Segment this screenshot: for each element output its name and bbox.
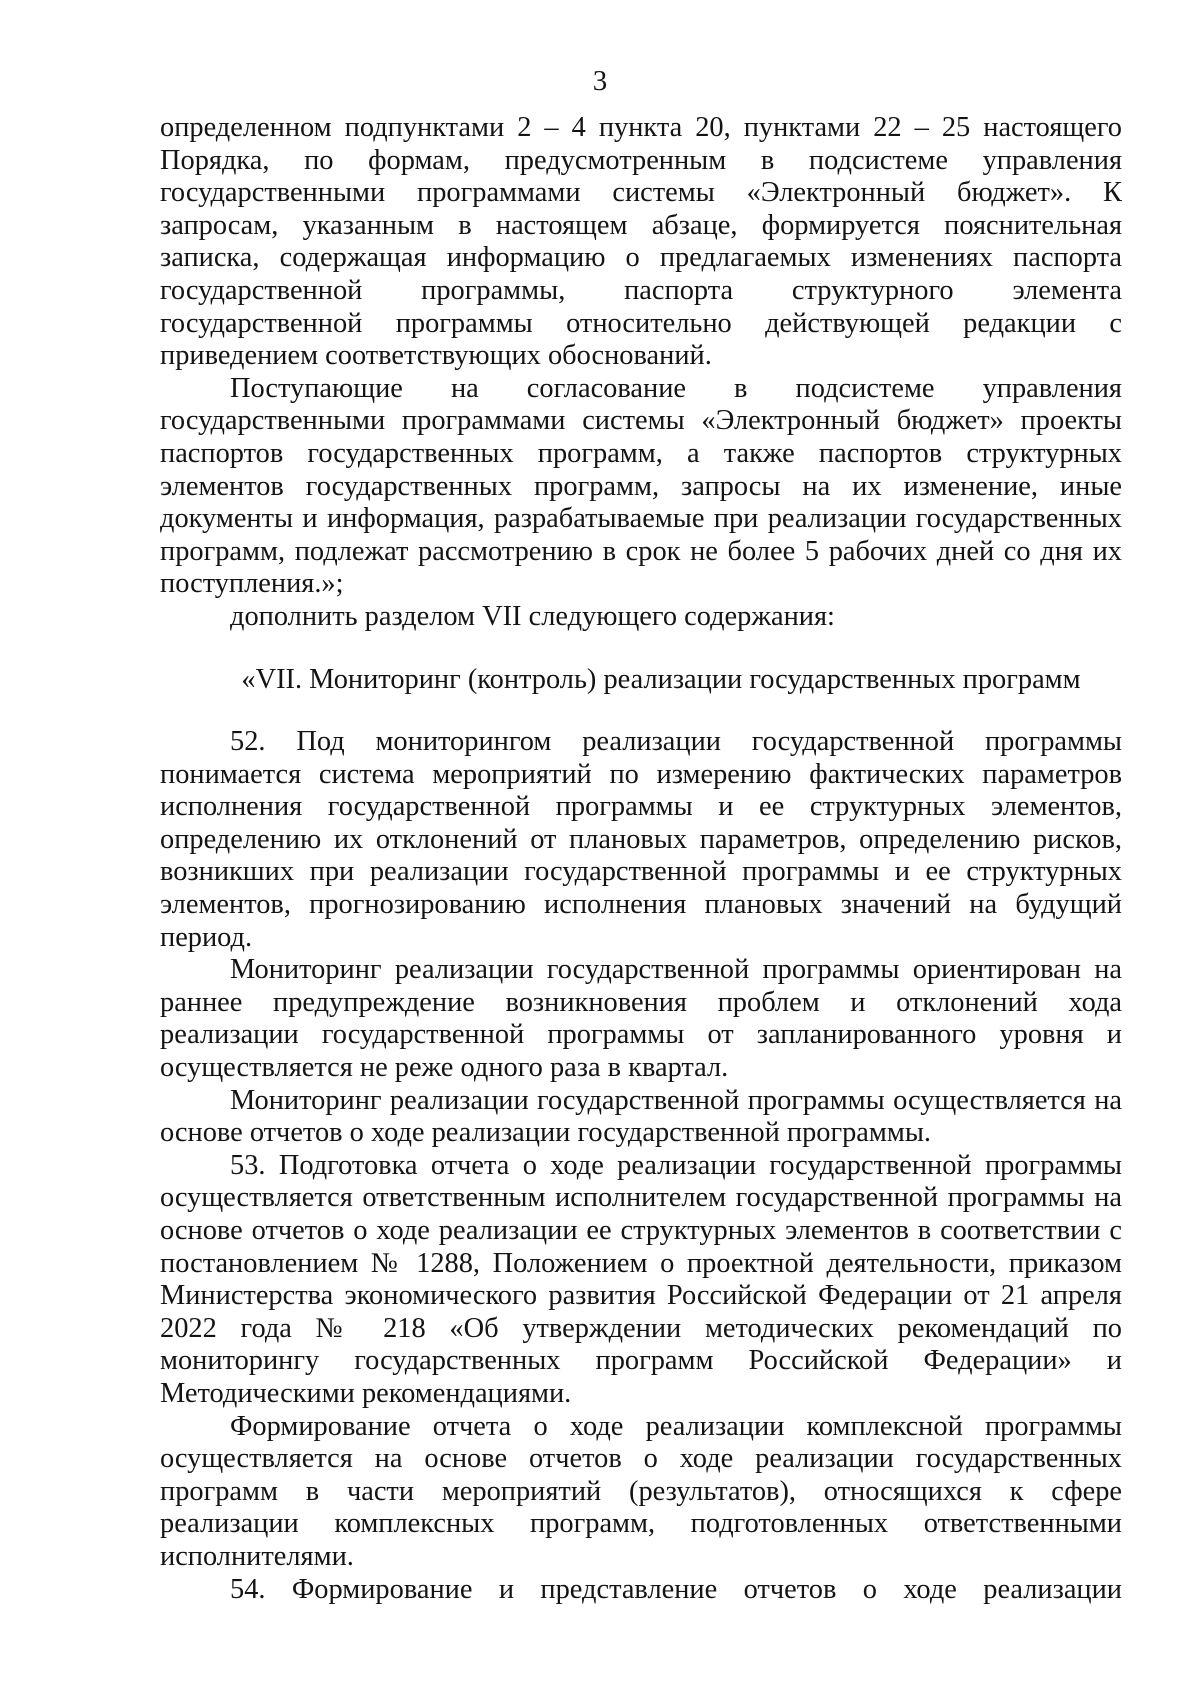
paragraph-53: 53. Подготовка отчета о ходе реализации государственной программы осуществляется ответственным исполнителем государственной программы на основе отчетов о ходе реализации ее структурных элементов в соответствии с постановлением № 1288, Положением о проектной деятельности, приказом Министерства экономического развития Российской Федерации от 21 апреля 2022 года № 218 «Об утверждении методических рекомендаций по мониторингу государственных программ Российской Федерации» и Методическими рекомендациями.: [160, 1149, 1122, 1409]
paragraph-add-section: дополнить разделом VII следующего содержания:: [230, 600, 835, 632]
page-number: 3: [592, 65, 608, 97]
paragraph-monitoring-oriented: Мониторинг реализации государственной программы ориентирован на раннее предупреждение возникновения проблем и отклонений хода реализации государственной программы от запланированного уровня и осуществляется не реже одного раза в квартал.: [160, 954, 1122, 1084]
paragraph-monitoring-basis: Мониторинг реализации государственной программы осуществляется на основе отчетов о ходе реализации государственной программы.: [160, 1084, 1122, 1149]
paragraph-complex-program-report: Формирование отчета о ходе реализации комплексной программы осуществляется на основе отчетов о ходе реализации государственных программ в части мероприятий (результатов), относящихся к сфере реализации комплексных программ, подготовленных ответственными исполнителями.: [160, 1410, 1122, 1572]
paragraph-incoming-approval: Поступающие на согласование в подсистеме управления государственными программами системы «Электронный бюджет» проекты паспортов государственных программ, а также паспортов структурных элементов государственных программ, запросы на их изменение, иные документы и информация, разрабатываемые при реализации государственных программ, подлежат рассмотрению в срок не более 5 рабочих дней со дня их поступления.»;: [160, 372, 1122, 600]
paragraph-54: 54. Формирование и представление отчетов о ходе реализации: [230, 1573, 1122, 1605]
paragraph-52: 52. Под мониторингом реализации государственной программы понимается система мероприятий по измерению фактических параметров исполнения государственной программы и ее структурных элементов, определению их отклонений от плановых параметров, определению рисков, возникших при реализации государственной программы и ее структурных элементов, прогнозированию исполнения плановых значений на будущий период.: [160, 726, 1122, 953]
section-heading: «VII. Мониторинг (контроль) реализации государственных программ: [241, 663, 1081, 695]
paragraph-continuation: определенном подпунктами 2 – 4 пункта 20, пунктами 22 – 25 настоящего Порядка, по формам, предусмотренным в подсистеме управления государственными программами системы «Электронный бюджет». К запросам, указанным в настоящем абзаце, формируется пояснительная записка, содержащая информацию о предлагаемых изменениях паспорта государственной программы, паспорта структурного элемента государственной программы относительно действующей редакции с приведением соответствующих обоснований.: [160, 112, 1122, 372]
document-body: [160, 112, 1122, 1606]
